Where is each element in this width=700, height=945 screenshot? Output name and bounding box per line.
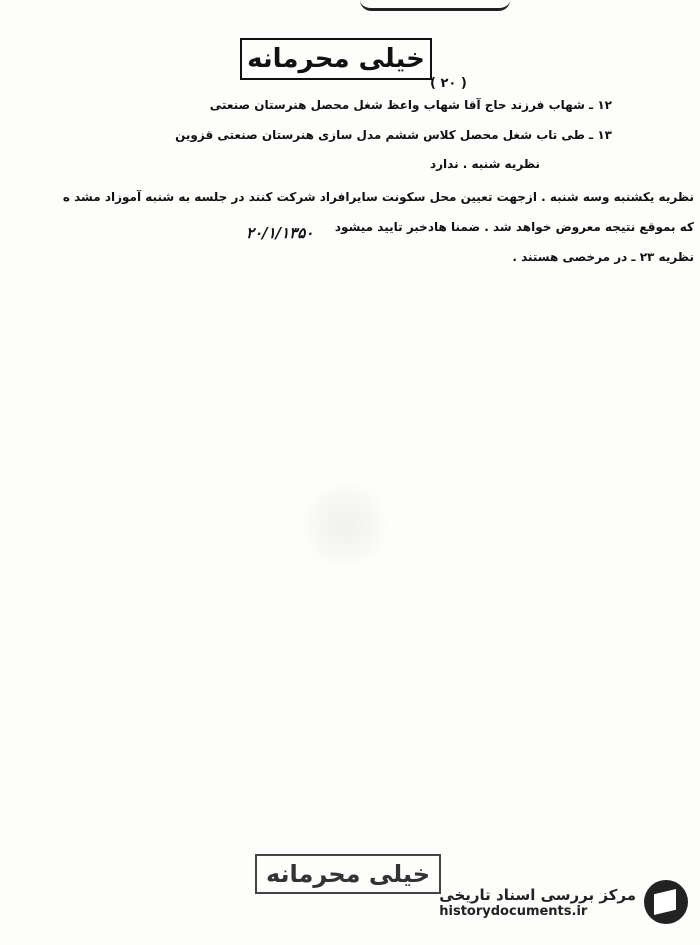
document-line-3: نظریه شنبه . ندارد — [429, 157, 540, 171]
watermark-title: مرکز بررسی اسناد تاریخی — [439, 885, 636, 904]
scan-edge-mark — [360, 0, 510, 11]
document-line-1: ۱۲ ـ شهاب فرزند حاج آقا شهاب واعظ شغل محصل هنرستان صنعتی — [209, 98, 612, 112]
classification-stamp-top: خیلی محرمانه — [240, 38, 432, 80]
document-line-2: ۱۳ ـ طی تاب شغل محصل کلاس ششم مدل سازی هنرستان صنعتی قزوین — [175, 128, 612, 142]
archive-logo-icon — [644, 880, 688, 924]
handwritten-signature: ۲۰/۱/۱۳۵۰ — [246, 224, 314, 242]
document-line-6: نظریه ۲۳ ـ در مرخصی هستند . — [512, 250, 694, 264]
scan-smudge — [300, 480, 390, 570]
document-line-5: که بموقع نتیجه معروض خواهد شد . ضمنا هادخبر تایید میشود — [334, 220, 694, 234]
watermark-url: historydocuments.ir — [439, 903, 588, 919]
archive-watermark — [439, 880, 688, 924]
page-number: ( ۲۰ ) — [430, 76, 467, 91]
watermark-text — [439, 886, 636, 919]
document-line-4: نظریه یکشنبه وسه شنبه . ازجهت تعیین محل سکونت سایرافراد شرکت کنند در جلسه به شنبه آموزاد مشد ه — [62, 190, 694, 204]
classification-stamp-bottom: خیلی محرمانه — [255, 854, 441, 894]
